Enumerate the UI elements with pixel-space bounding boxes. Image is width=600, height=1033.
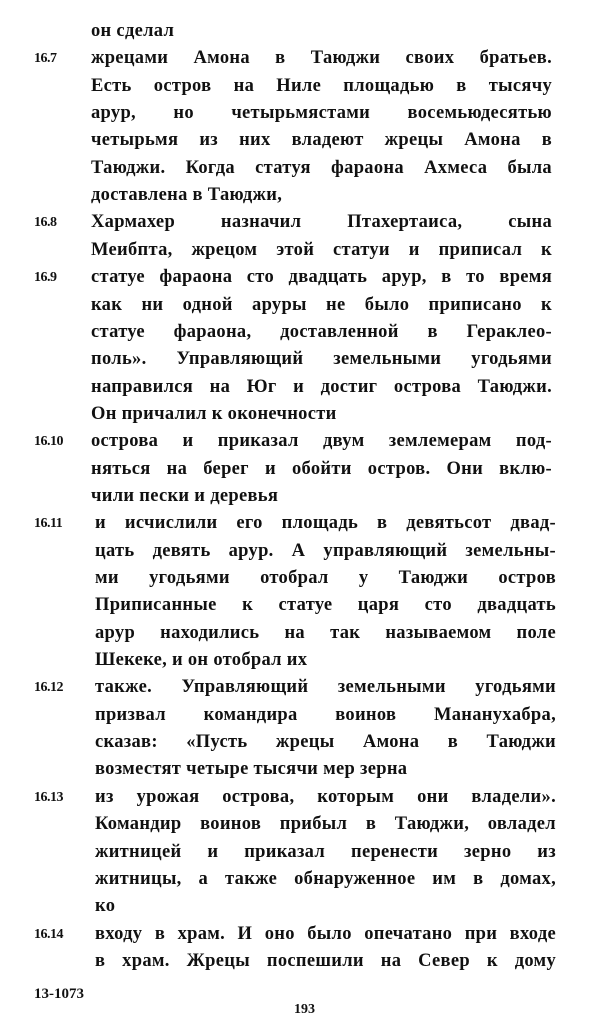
text-line: няться на берег и обойти остров. Они вклю- — [91, 458, 552, 479]
verse-number: 16.9 — [34, 270, 57, 286]
verse-number: 16.8 — [34, 215, 57, 231]
text-line: ко — [95, 896, 116, 917]
text-line: житницей и приказал перенести зерно из — [95, 841, 556, 862]
text-line: арур, но четырьмястами восемьюдесятью — [91, 103, 552, 124]
text-line: доставлена в Таюджи, — [91, 185, 283, 206]
text-line: Хармахер назначил Птахертаиса, сына — [91, 212, 552, 233]
text-line: также. Управляющий земельными угодьями — [95, 677, 556, 698]
text-line: Он причалил к оконечности — [91, 403, 337, 424]
text-line: входу в храм. И оно было опечатано при входе — [95, 923, 556, 944]
text-line: Меибпта, жрецом этой статуи и приписал к — [91, 239, 552, 260]
text-line: цать девять арур. А управляющий земельны- — [95, 540, 556, 561]
text-line: ми угодьями отобрал у Таюджи остров — [95, 568, 556, 588]
text-line: житницы, а также обнаруженное им в домах, — [95, 868, 556, 889]
text-line: Таюджи. Когда статуя фараона Ахмеса была — [91, 157, 552, 178]
verse-number: 16.14 — [34, 926, 63, 942]
verse-number: 16.11 — [34, 516, 63, 532]
text-line: в храм. Жрецы поспешили на Север к дому — [95, 950, 556, 971]
text-line: Командир воинов прибыл в Таюджи, овладел — [95, 814, 556, 835]
text-line: статуе фараона, доставленной в Гераклео- — [91, 321, 552, 342]
text-line: чили пески и деревья — [91, 485, 279, 506]
verse-number: 16.12 — [34, 680, 63, 696]
text-line: Приписанные к статуе царя сто двадцать — [95, 595, 556, 616]
verse-number: 16.10 — [34, 434, 63, 450]
text-line: четырьмя из них владеют жрецы Амона в — [91, 130, 552, 151]
text-line: как ни одной аруры не было приписано к — [91, 294, 552, 315]
page-number: 193 — [294, 1002, 315, 1017]
printer-signature: 13-1073 — [34, 986, 84, 1002]
text-line: из урожая острова, которым они владели». — [95, 786, 556, 807]
text-line: Шекеке, и он отобрал их — [95, 650, 308, 671]
text-line: острова и приказал двум землемерам под- — [91, 431, 552, 452]
text-line: призвал командира воинов Манануxабра, — [95, 704, 556, 725]
text-line: арур находились на так называемом поле — [95, 622, 556, 643]
text-line: жрецами Амона в Таюджи своих братьев. — [91, 48, 552, 69]
text-line: статуе фараона сто двадцать арур, в то время — [91, 267, 552, 288]
text-line: и исчислили его площадь в девятьсот двад- — [95, 513, 556, 534]
text-line: направился на Юг и достиг острова Таюджи. — [91, 376, 552, 397]
text-line: он сделал — [91, 21, 175, 41]
text-line: поль». Управляющий земельными угодьями — [91, 349, 552, 370]
text-line: возместят четыре тысячи мер зерна — [95, 759, 408, 780]
verse-number: 16.7 — [34, 51, 57, 67]
verse-number: 16.13 — [34, 789, 63, 805]
text-line: Есть остров на Ниле площадью в тысячу — [91, 75, 552, 96]
text-line: сказав: «Пусть жрецы Амона в Таюджи — [95, 732, 556, 753]
